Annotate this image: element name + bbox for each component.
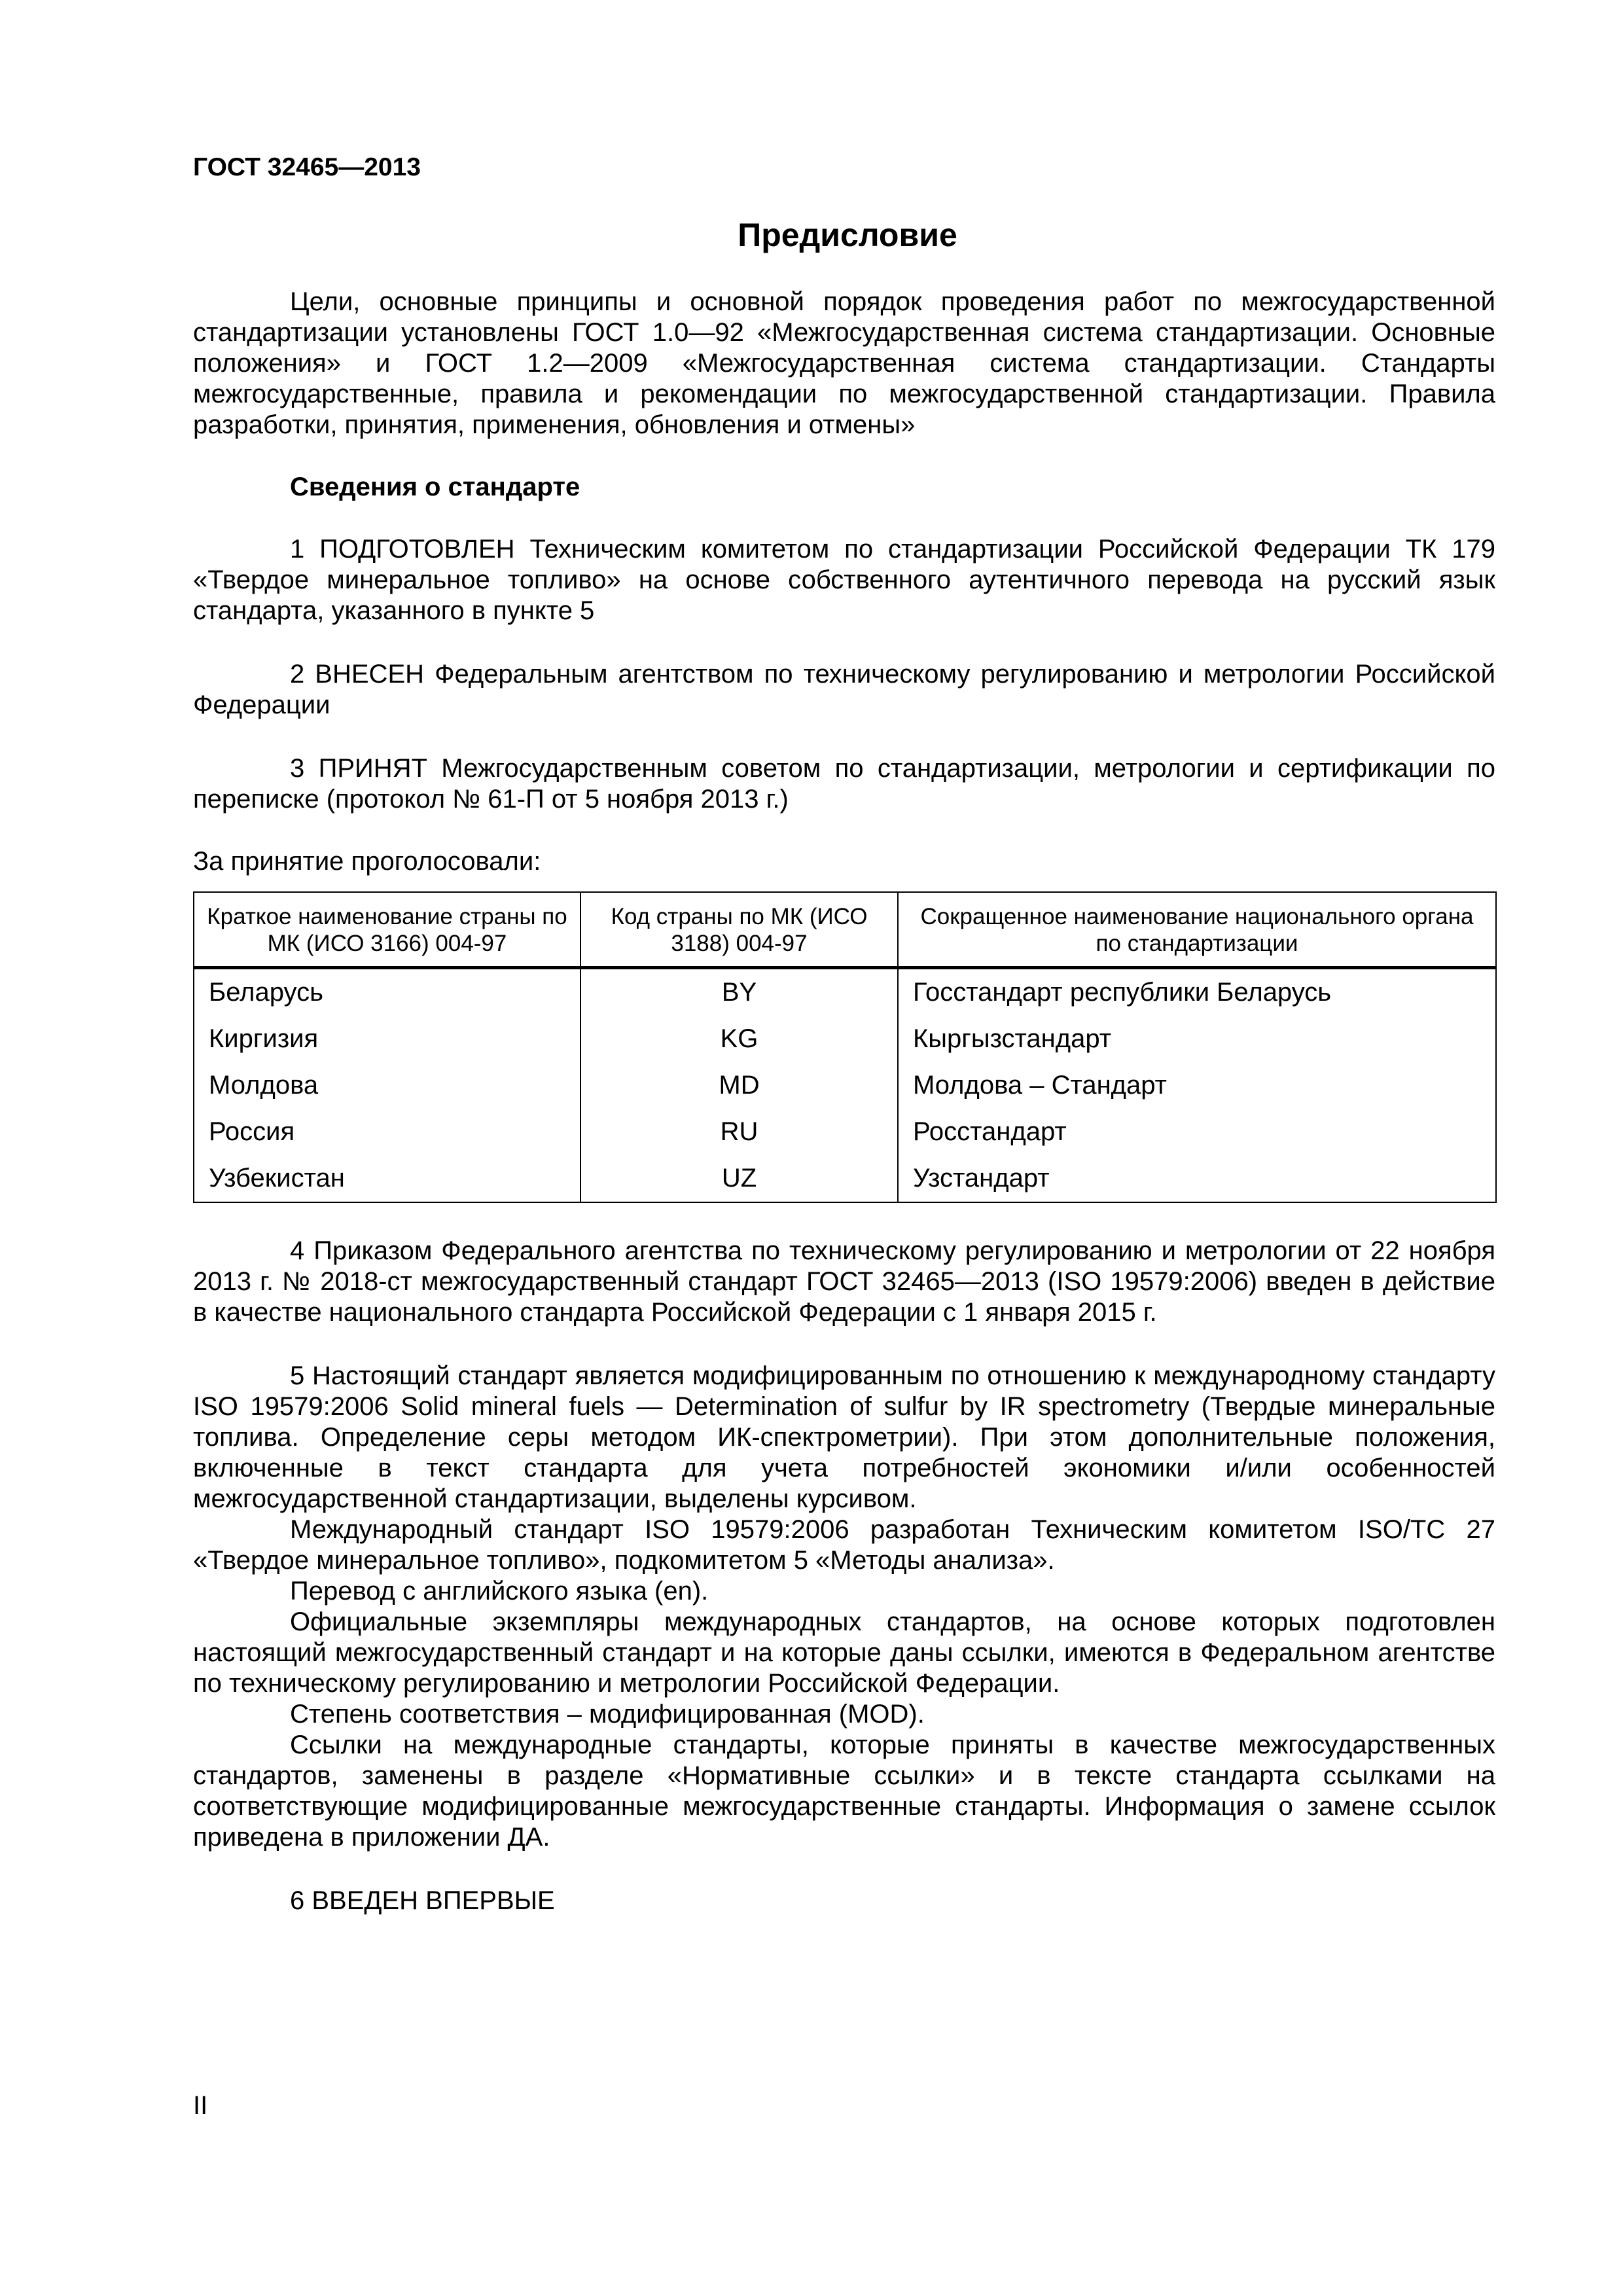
code-cell: RU bbox=[580, 1109, 898, 1155]
code-cell: UZ bbox=[580, 1155, 898, 1202]
document-body bbox=[193, 287, 1495, 1916]
country-cell: Киргизия bbox=[194, 1016, 580, 1062]
page-number: II bbox=[193, 2091, 208, 2120]
item-2: 2 ВНЕСЕН Федеральным агентством по техническому регулированию и метрологии Российской Федерации bbox=[193, 660, 1495, 719]
table-row bbox=[194, 1016, 1496, 1062]
code-cell: BY bbox=[580, 968, 898, 1016]
item-5-paragraph-2: Международный стандарт ISO 19579:2006 разработан Техническим комитетом ISO/TC 27 «Твердое минеральное топливо», подкомитетом 5 «Методы анализа». bbox=[193, 1515, 1495, 1575]
item-3: 3 ПРИНЯТ Межгосударственным советом по стандартизации, метрологии и сертификации по переписке (протокол № 61-П от 5 ноября 2013 г.) bbox=[193, 754, 1495, 814]
item-5-paragraph-3: Перевод с английского языка (en). bbox=[290, 1577, 709, 1605]
country-cell: Узбекистан bbox=[194, 1155, 580, 1202]
body-cell: Кыргызстандарт bbox=[898, 1016, 1496, 1062]
item-4: 4 Приказом Федерального агентства по техническому регулированию и метрологии от 22 ноября 2013 г. № 2018-ст межгосударственный стандарт ГОСТ 32465—2013 (ISO 19579:2006) введен в действие в качестве национального стандарта Российской Федерации с 1 января 2015 г. bbox=[193, 1236, 1495, 1327]
table-header-row bbox=[194, 892, 1496, 968]
body-cell: Госстандарт республики Беларусь bbox=[898, 968, 1496, 1016]
votes-label: За принятие проголосовали: bbox=[193, 847, 541, 876]
item-5: 5 Настоящий стандарт является модифицированным по отношению к международному стандарту ISO 19579:2006 Solid mineral fuels — Determination of sulfur by IR spectrometry (Твердые минеральные топлива. Определение серы методом ИК-спектрометрии). При этом дополнительные положения, включенные в текст стандарта для учета потребностей экономики и/или особенностей межгосударственной стандартизации, выделены курсивом. bbox=[193, 1361, 1495, 1513]
table-header-body: Сокращенное наименование национального органа по стандартизации bbox=[898, 892, 1496, 968]
item-5-paragraph-4: Официальные экземпляры международных стандартов, на основе которых подготовлен настоящий межгосударственный стандарт и на которые даны ссылки, имеются в Федеральном агентстве по техническому регулированию и метрологии Российской Федерации. bbox=[193, 1607, 1495, 1698]
item-1: 1 ПОДГОТОВЛЕН Техническим комитетом по стандартизации Российской Федерации ТК 179 «Твердое минеральное топливо» на основе собственного аутентичного перевода на русский язык стандарта, указанного в пункте 5 bbox=[193, 535, 1495, 625]
section-title: Сведения о стандарте bbox=[290, 473, 580, 501]
table-row bbox=[194, 1155, 1496, 1202]
item-6: 6 ВВЕДЕН ВПЕРВЫЕ bbox=[290, 1886, 555, 1915]
votes-table bbox=[193, 891, 1497, 1203]
code-cell: MD bbox=[580, 1062, 898, 1109]
page-title: Предисловие bbox=[738, 217, 957, 253]
country-cell: Молдова bbox=[194, 1062, 580, 1109]
table-row bbox=[194, 1062, 1496, 1109]
item-5-paragraph-5: Степень соответствия – модифицированная (MOD). bbox=[290, 1700, 925, 1729]
table-header-country: Краткое наименование страны по МК (ИСО 3166) 004-97 bbox=[194, 892, 580, 968]
country-cell: Беларусь bbox=[194, 968, 580, 1016]
document-header: ГОСТ 32465—2013 bbox=[193, 153, 421, 181]
body-cell: Росстандарт bbox=[898, 1109, 1496, 1155]
body-cell: Узстандарт bbox=[898, 1155, 1496, 1202]
intro-paragraph: Цели, основные принципы и основной порядок проведения работ по межгосударственной стандартизации установлены ГОСТ 1.0—92 «Межгосударственная система стандартизации. Основные положения» и ГОСТ 1.2—2009 «Межгосударственная система стандартизации. Стандарты межгосударственные, правила и рекомендации по межгосударственной стандартизации. Правила разработки, принятия, применения, обновления и отмены» bbox=[193, 287, 1495, 439]
table-row bbox=[194, 1109, 1496, 1155]
code-cell: KG bbox=[580, 1016, 898, 1062]
item-5-paragraph-6: Ссылки на международные стандарты, которые приняты в качестве межгосударственных стандартов, заменены в разделе «Нормативные ссылки» и в тексте стандарта ссылками на соответствующие модифицированные межгосударственные стандарты. Информация о замене ссылок приведена в приложении ДА. bbox=[193, 1731, 1495, 1852]
country-cell: Россия bbox=[194, 1109, 580, 1155]
table-header-code: Код страны по МК (ИСО 3188) 004-97 bbox=[580, 892, 898, 968]
body-cell: Молдова – Стандарт bbox=[898, 1062, 1496, 1109]
table-row bbox=[194, 968, 1496, 1016]
